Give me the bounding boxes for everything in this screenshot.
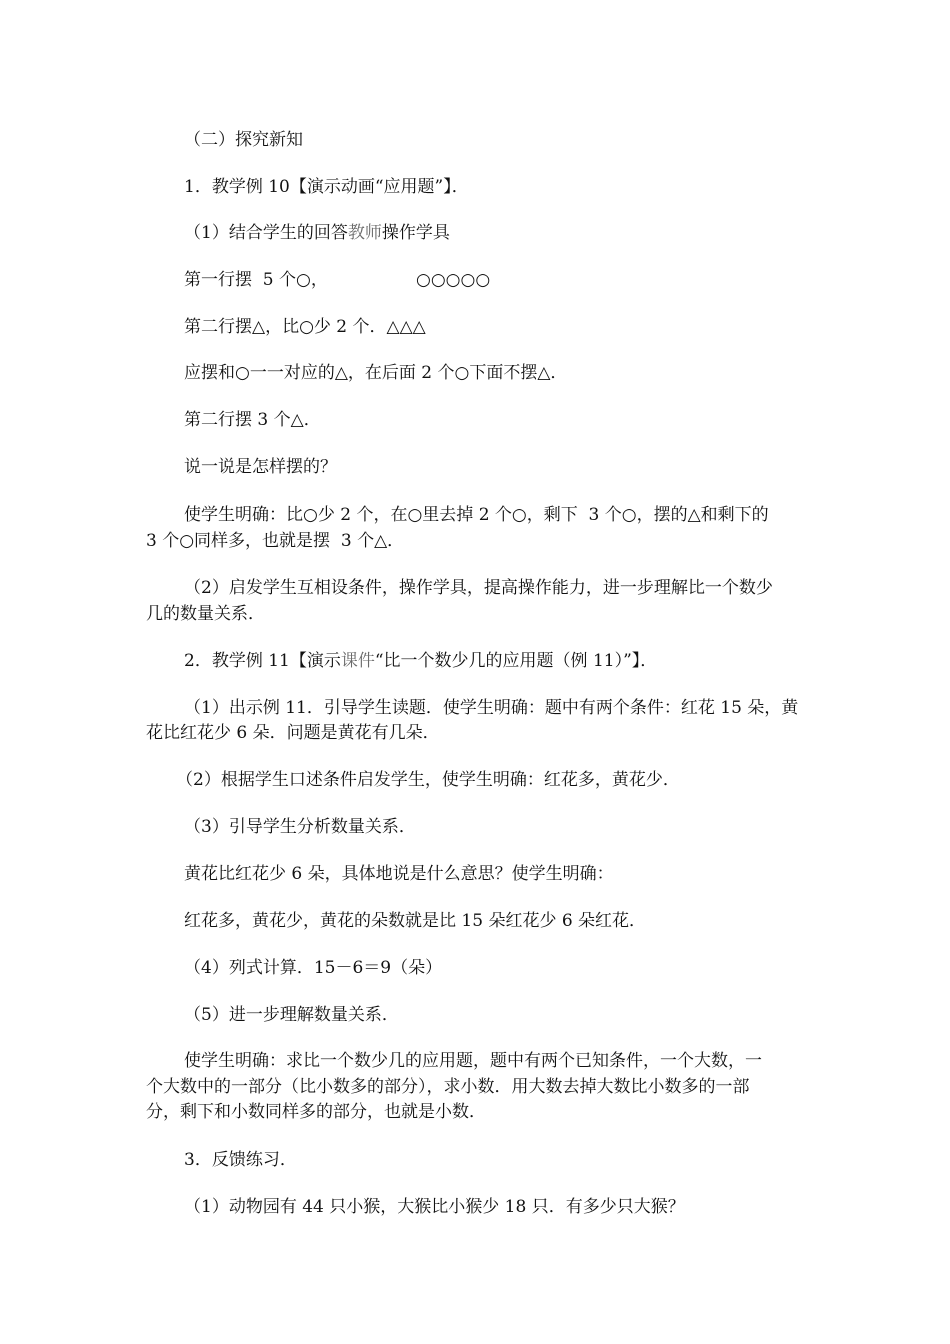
step-1-line [184,222,450,244]
row-1-label: 第一行摆 5 个○， [184,270,328,290]
clarify-2-line-3: 分，剩下和小数同样多的部分，也就是小数． [146,1102,486,1122]
row-1-circles: ○○○○○ [416,270,491,290]
clarify-2-line-1: 使学生明确：求比一个数少几的应用题，题中有两个已知条件，一个大数，一 [184,1051,762,1071]
step-2-line-2: 几的数量关系． [146,604,265,624]
feedback-heading: 3．反馈练习． [184,1150,297,1170]
row-4-text: 第二行摆 3 个△． [184,410,321,430]
clarify-2-line-2: 个大数中的一部分（比小数多的部分），求小数．用大数去掉大数比小数多的一部 [146,1077,750,1097]
step-2-line-1: （2）启发学生互相设条件，操作学具，提高操作能力，进一步理解比一个数少 [184,578,773,598]
row-3-text: 应摆和○一一对应的△，在后面 2 个○下面不摆△． [184,363,568,383]
example-11-step-1-line-2: 花比红花少 6 朵．问题是黄花有几朵． [146,723,440,743]
clarify-1-line-2: 3 个○同样多，也就是摆 3 个△． [146,531,405,551]
example-11-prefix: 2．教学例 11【演示 [184,651,341,671]
feedback-item-1: （1）动物园有 44 只小猴，大猴比小猴少 18 只．有多少只大猴？ [184,1197,685,1217]
example-11-step-3: （3）引导学生分析数量关系． [184,817,416,837]
example-11-tail: “比一个数少几的应用题（例 11）”】． [374,651,658,671]
example-11-step-2: （2）根据学生口述条件启发学生，使学生明确：红花多，黄花少． [176,770,680,790]
step-1-tail: 操作学具 [381,223,450,243]
row-2-text: 第二行摆△，比○少 2 个．△△△ [184,317,426,337]
example-11-step-5: （5）进一步理解数量关系． [184,1005,399,1025]
example-11-title [184,650,657,672]
step-1-text: （1）结合学生的回答 [184,223,348,243]
step-1-teacher-word: 教师 [347,223,382,243]
example-11-step-4: （4）列式计算．15－6＝9（朵） [184,958,443,978]
example-10-title: 1．教学例 10【演示动画“应用题”】． [184,177,469,197]
question-text: 说一说是怎样摆的？ [184,457,337,477]
example-11-courseware-word: 课件 [340,651,375,671]
example-11-step-3-answer: 红花多，黄花少，黄花的朵数就是比 15 朵红花少 6 朵红花． [184,911,647,931]
example-11-step-3-question: 黄花比红花少 6 朵，具体地说是什么意思？使学生明确： [184,864,614,884]
clarify-1-line-1: 使学生明确：比○少 2 个，在○里去掉 2 个○，剩下 3 个○，摆的△和剩下的 [184,505,769,525]
section-heading: （二）探究新知 [184,130,303,150]
example-11-step-1-line-1: （1）出示例 11．引导学生读题．使学生明确：题中有两个条件：红花 15 朵，黄 [184,698,799,718]
